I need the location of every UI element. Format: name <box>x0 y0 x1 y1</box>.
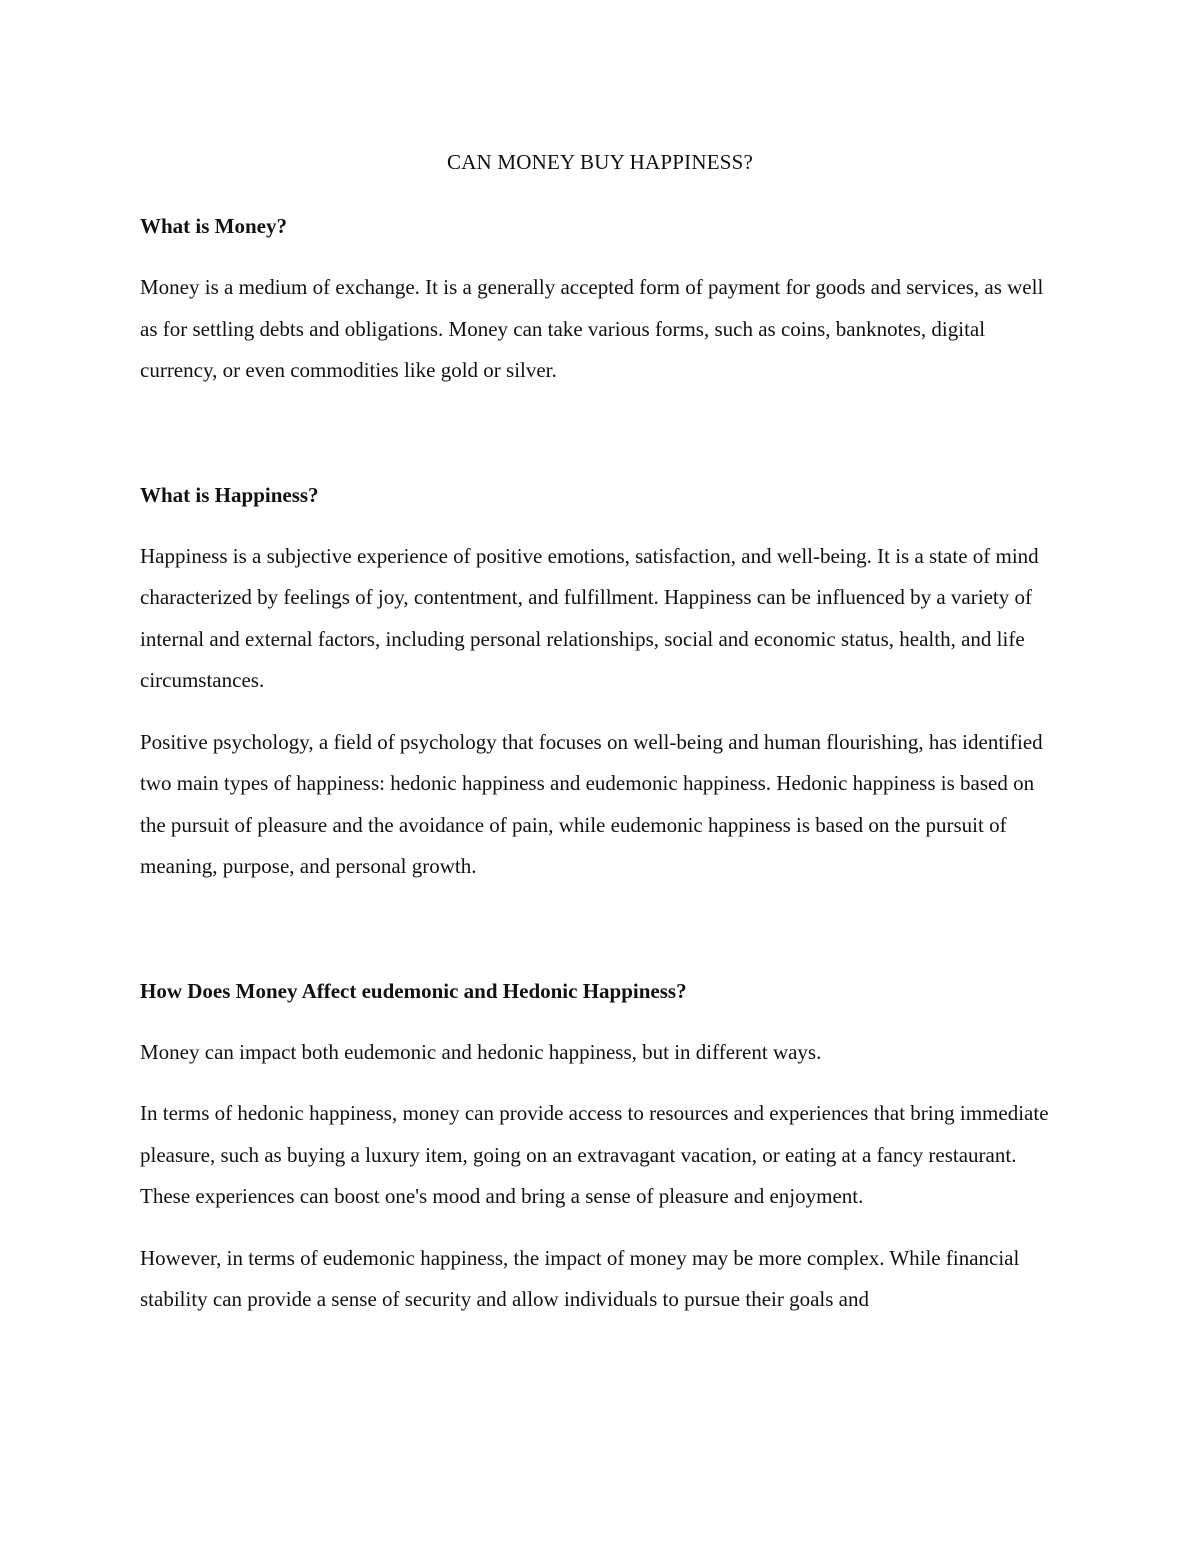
section-heading-happiness: What is Happiness? <box>140 482 319 507</box>
spacer <box>140 1073 1060 1093</box>
paragraph-money-impact: Money can impact both eudemonic and hedonic happiness, but in different ways. <box>140 1039 822 1064</box>
section-heading-money: What is Money? <box>140 214 287 238</box>
document-title: CAN MONEY BUY HAPPINESS? <box>446 150 754 174</box>
spacer <box>140 702 1060 722</box>
paragraph-money-definition: Money is a medium of exchange. It is a generally accepted form of payment for goods and services, as well as for settling debts and obligations. Money can take various forms, such as coins, banknotes, digital currency, or even commodities like gold or silver. <box>140 275 1044 382</box>
section-heading-money-effect: How Does Money Affect eudemonic and Hedonic Happiness? <box>140 978 687 1003</box>
spacer <box>140 516 1060 536</box>
paragraph-positive-psychology: Positive psychology, a field of psychology that focuses on well-being and human flourishing, has identified two main types of happiness: hedonic happiness and eudemonic happiness. Hedonic happiness is based on the pursuit of pleasure and the avoidance of pain, while eudemonic happiness is based on the pursuit of meaning, purpose, and personal growth. <box>140 729 1043 878</box>
spacer <box>140 184 1060 206</box>
paragraph-happiness-definition: Happiness is a subjective experience of positive emotions, satisfaction, and well-being. It is a state of mind characterized by feelings of joy, contentment, and fulfillment. Happiness can be influenced by a variety of internal and external factors, including personal relationships, social and economic status, health, and life circumstances. <box>140 543 1039 692</box>
spacer <box>140 888 1060 971</box>
spacer <box>140 392 1060 475</box>
document-page <box>140 140 1060 1321</box>
paragraph-hedonic-money: In terms of hedonic happiness, money can provide access to resources and experiences that bring immediate pleasure, such as buying a luxury item, going on an extravagant vacation, or eating at a fancy restaurant. These experiences can boost one's mood and bring a sense of pleasure and enjoyment. <box>140 1101 1049 1208</box>
spacer <box>140 247 1060 267</box>
paragraph-eudemonic-money: However, in terms of eudemonic happiness, the impact of money may be more complex. While financial stability can provide a sense of security and allow individuals to pursue their goals and <box>140 1245 1020 1311</box>
spacer <box>140 1218 1060 1238</box>
spacer <box>140 1012 1060 1032</box>
